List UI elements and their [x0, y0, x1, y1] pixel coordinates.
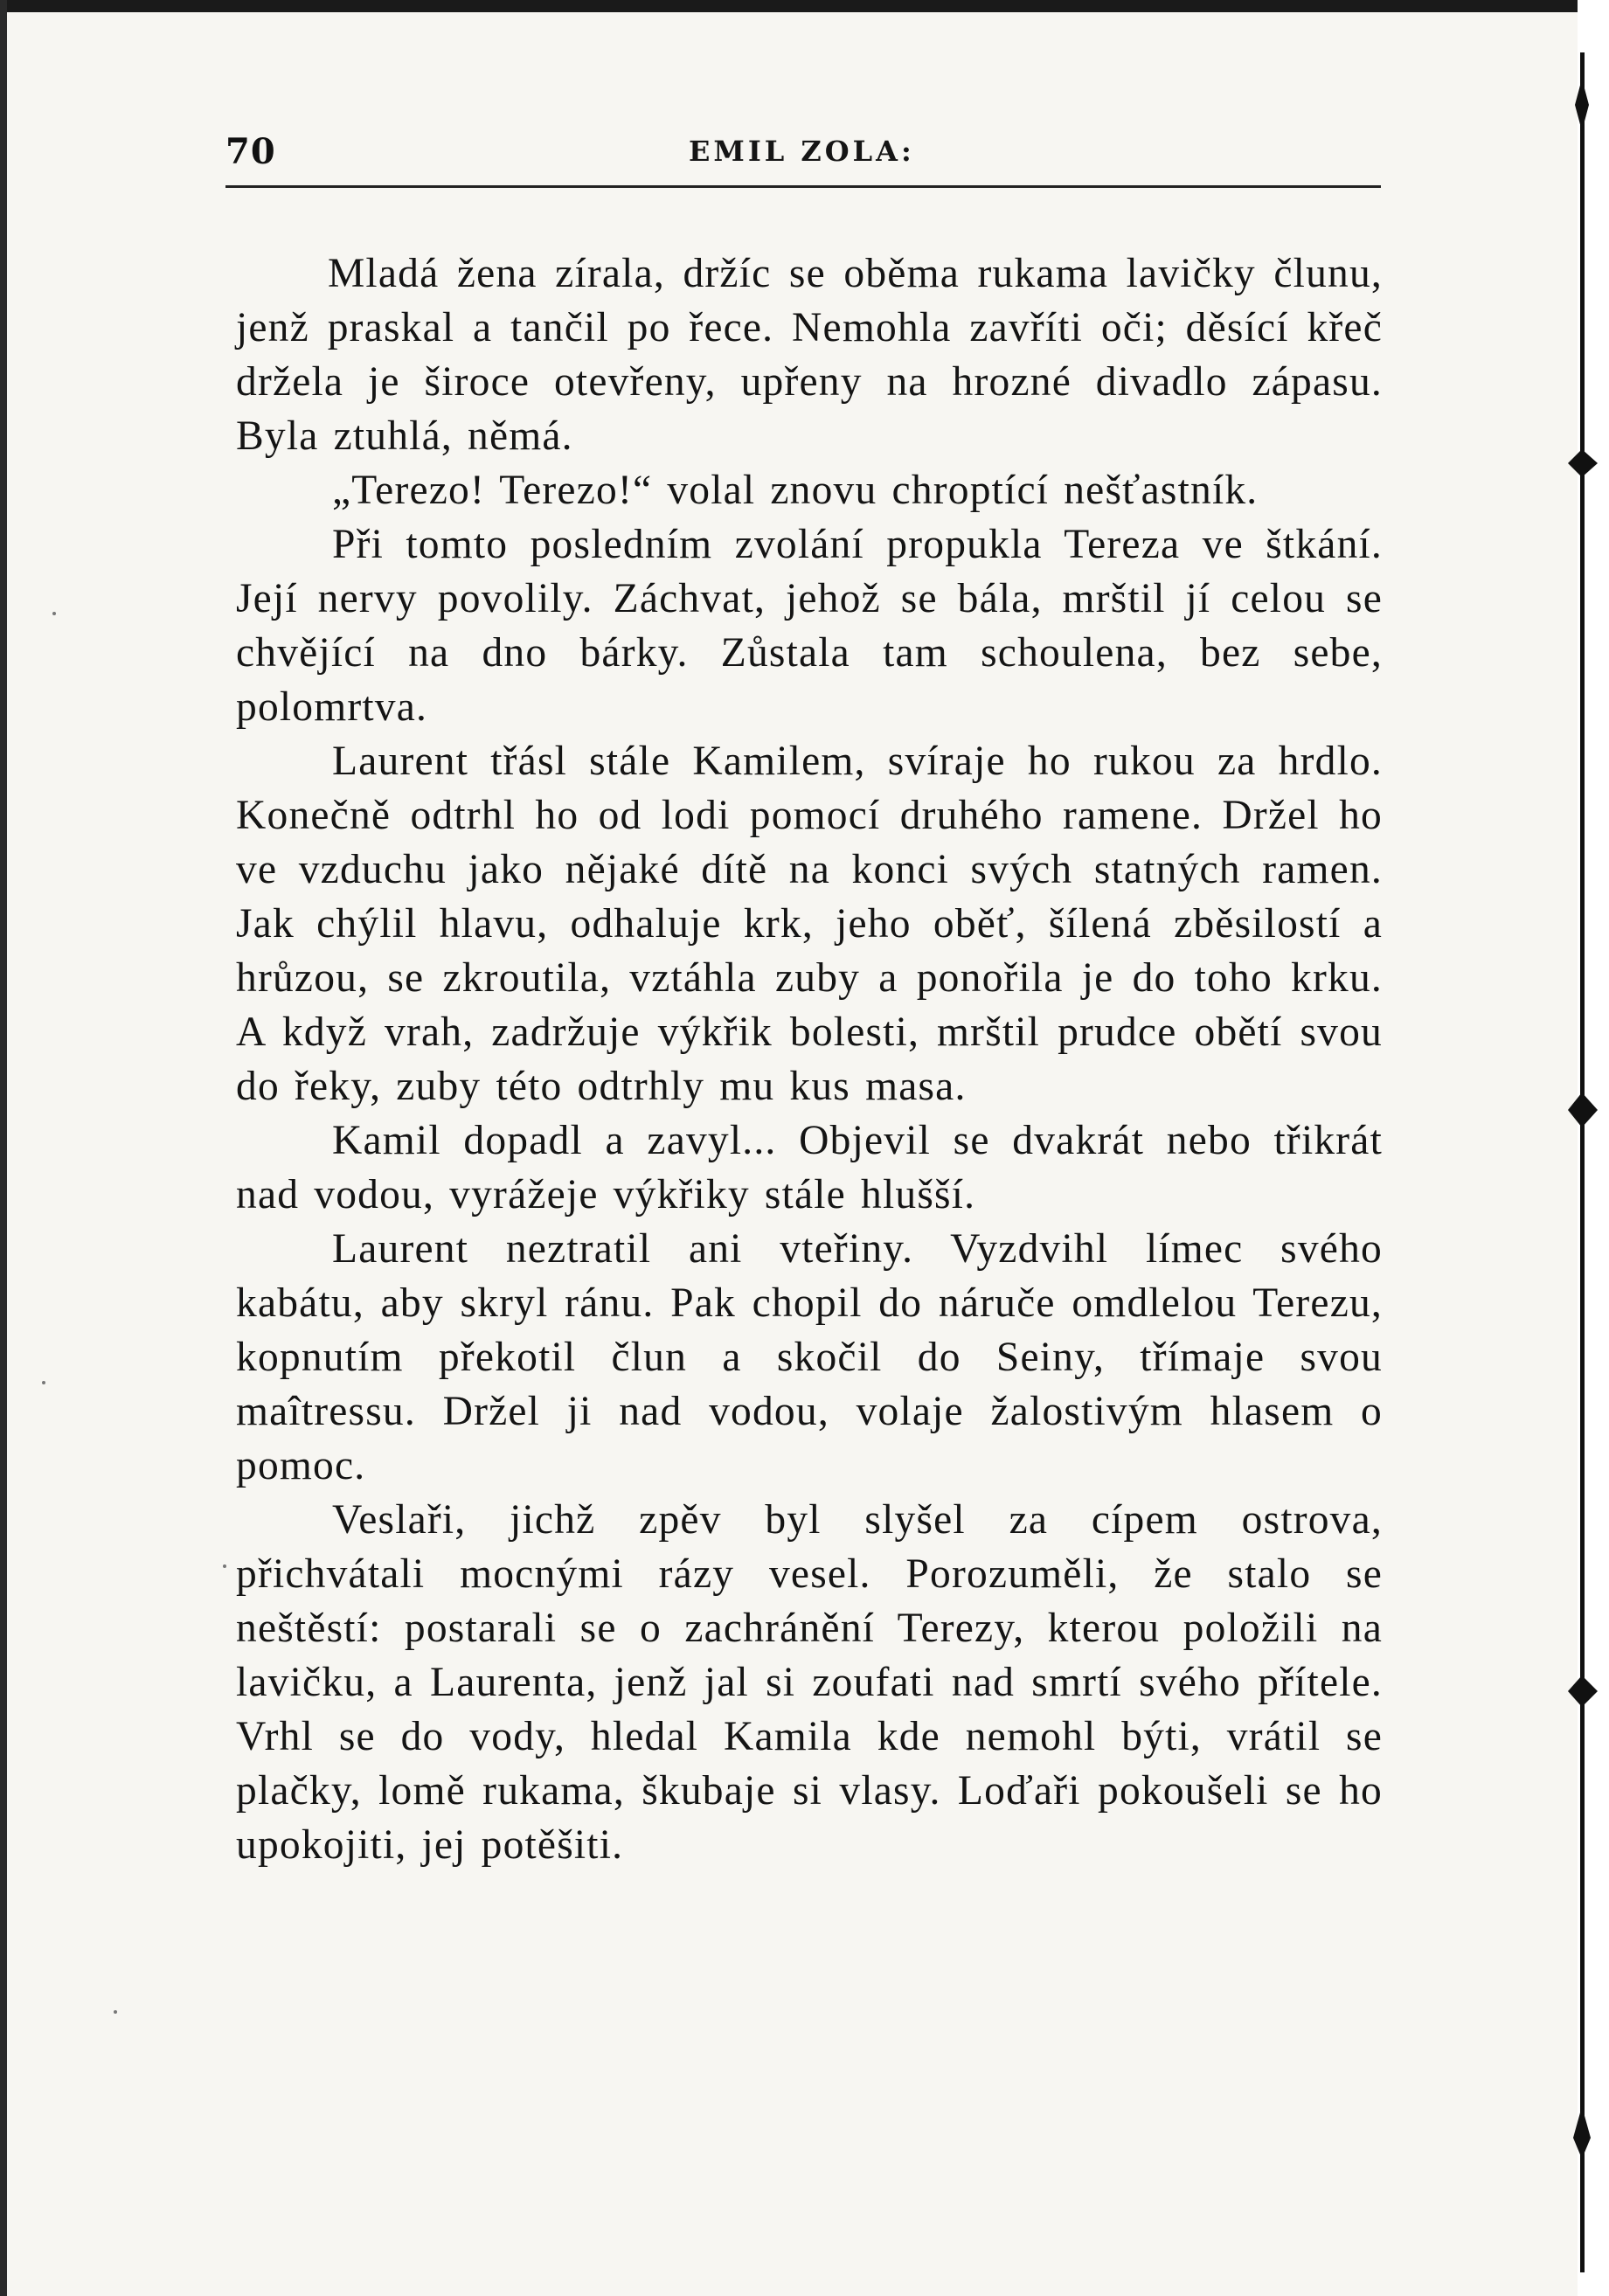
scan-speck — [114, 2010, 117, 2014]
running-head: EMIL ZOLA: — [689, 135, 915, 168]
binding-rule — [1580, 52, 1585, 2272]
page-header — [225, 131, 1381, 188]
page-number: 70 — [225, 131, 276, 172]
fleuron-icon — [1564, 437, 1599, 489]
body-text — [236, 246, 1383, 1872]
fleuron-icon — [1564, 1665, 1599, 1717]
fleuron-icon — [1564, 1084, 1599, 1136]
scan-speck — [223, 1564, 226, 1568]
paragraph: Kamil dopadl a zavyl... Objevil se dvakrát nebo třikrát nad vodou, vyrážeje výkřiky stále hlušší. — [236, 1118, 1383, 1217]
scan-speck — [42, 1381, 45, 1384]
paragraph: Laurent třásl stále Kamilem, svíraje ho rukou za hrdlo. Konečně odtrhl ho od lodi pomocí druhého ramene. Držel ho ve vzduchu jako nějaké dítě na konci svých statných ramen. Jak chýlil hlavu, odhaluje krk, jeho oběť, šílená zběsilostí a hrůzou, se zkroutila, vztáhla zuby a ponořila je do toho krku. A když vrah, zadržuje výkřik bolesti, mrštil prudce obětí svou do řeky, zuby této odtrhly mu kus masa. — [236, 739, 1383, 1109]
paragraph: Při tomto posledním zvolání propukla Tereza ve štkání. Její nervy povolily. Záchvat, jehož se bála, mrštil jí celou se chvějící na dno bárky. Zůstala tam schoulena, bez sebe, polomrtva. — [236, 522, 1383, 730]
paragraph: Mladá žena zírala, držíc se oběma rukama lavičky člunu, jenž praskal a tančil po řece. Nemohla zavříti oči; děsící křeč držela je široce otevřeny, upřeny na hrozné divadlo zápasu. Byla ztuhlá, němá. — [236, 251, 1383, 459]
scan-edge-left — [0, 0, 7, 2296]
fleuron-icon — [1564, 2106, 1599, 2159]
paragraph: „Terezo! Terezo!“ volal znovu chroptící nešťastník. — [332, 468, 1259, 513]
scan-edge-top — [0, 0, 1609, 12]
paragraph: Laurent neztratil ani vteřiny. Vyzdvihl límec svého kabátu, aby skryl ránu. Pak chopil do náruče omdlelou Terezu, kopnutím překotil člun a skočil do Seiny, třímaje svou maîtressu. Držel ji nad vodou, volaje žalostivým hlasem o pomoc. — [236, 1226, 1383, 1488]
scan-speck — [52, 612, 56, 615]
paragraph: Veslaři, jichž zpěv byl slyšel za cípem ostrova, přichvátali mocnými rázy vesel. Porozuměli, že stalo se neštěstí: postarali se o zachránění Terezy, kterou položili na lavičku, a Laurenta, jenž jal si zoufati nad smrtí svého přítele. Vrhl se do vody, hledal Kamila kde nemohl býti, vrátil se plačky, lomě rukama, škubaje si vlasy. Loďaři pokoušeli se ho upokojiti, jej potěšiti. — [236, 1497, 1383, 1868]
fleuron-icon — [1564, 79, 1599, 131]
